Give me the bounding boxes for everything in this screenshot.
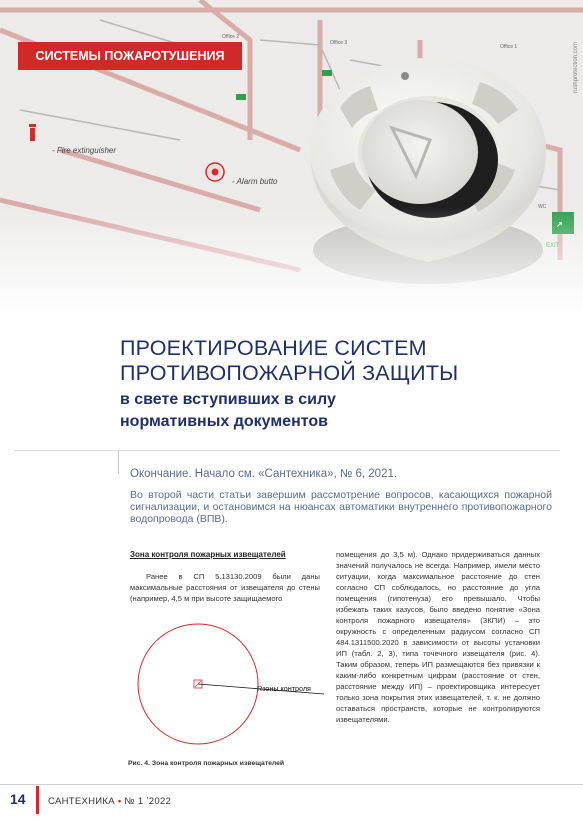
lead-paragraph: Во второй части статьи завершим рассмотрение вопросов, касающихся пожарной сигнализации, и остановимся на нюансах автоматики внутреннего противопожарного водопровода (ВПВ). [130, 489, 552, 525]
article-intro [130, 468, 552, 525]
article-subtitle-line1: в свете вступивших в силу [120, 391, 336, 408]
section-label: СИСТЕМЫ ПОЖАРОТУШЕНИЯ [18, 42, 242, 70]
column-left [130, 549, 320, 604]
continuation-note: Окончание. Начало см. «Сантехника», № 6, 2021. [130, 468, 398, 480]
article-subtitle-line2: нормативных документов [120, 413, 328, 430]
page-number: 14 [10, 791, 26, 807]
figure-caption: Рис. 4. Зона контроля пожарных извещателей [128, 760, 285, 767]
magazine-name: САНТЕХНИКА [48, 796, 115, 807]
article-title-block [120, 336, 560, 433]
page-number-bar [36, 786, 39, 814]
article-title-line1: ПРОЕКТИРОВАНИЕ СИСТЕМ [120, 336, 427, 360]
column-right [336, 549, 540, 725]
footer-divider [0, 784, 583, 785]
footer-bullet: • [117, 796, 125, 807]
radius-label: Rзоны контроля [257, 684, 311, 693]
footer-magazine [48, 796, 171, 807]
figure-4-diagram [128, 598, 324, 758]
divider [14, 450, 560, 451]
body-paragraph: Ранее в СП 5.13130.2009 были даны максимальные расстояния от извещателя до стены (например, 4,5 м при высоте защищаемого [130, 572, 320, 603]
article-title-line2: ПРОТИВОПОЖАРНОЙ ЗАЩИТЫ [120, 361, 459, 385]
body-paragraph: помещения до 3,5 м). Однако придерживаться данных значений получалось не всегда. Например, имели место ситуации, когда максимальное расстояние до стен согласно СП соблюдалось, но расстояние до угла помещения (гипотенуза) его превышало. Чтобы избежать таких казусов, было введено понятие «Зона контроля пожарного извещателя» (ЗКПИ) – это окружность с определенным радиусом согласно СП 484.1311500.2020 в зависимости от высоты установки ИП (табл. 2, 3), типа точечного извещателя (рис. 4). Таким образом, теперь ИП размещаются без привязки к каким-либо конкретным цифрам (расстояние от стен, расстояние между ИП) – проектировщика интересует только зона покрытия этих извещателей, т. к. не должно оставаться пространств, которые не контролируются извещателями. [336, 550, 540, 724]
divider [118, 450, 119, 474]
section-subheading: Зона контроля пожарных извещателей [130, 550, 286, 559]
photo-credit: rushprotection.com [573, 42, 579, 94]
issue-number: № 1 ʼ2022 [124, 796, 172, 807]
